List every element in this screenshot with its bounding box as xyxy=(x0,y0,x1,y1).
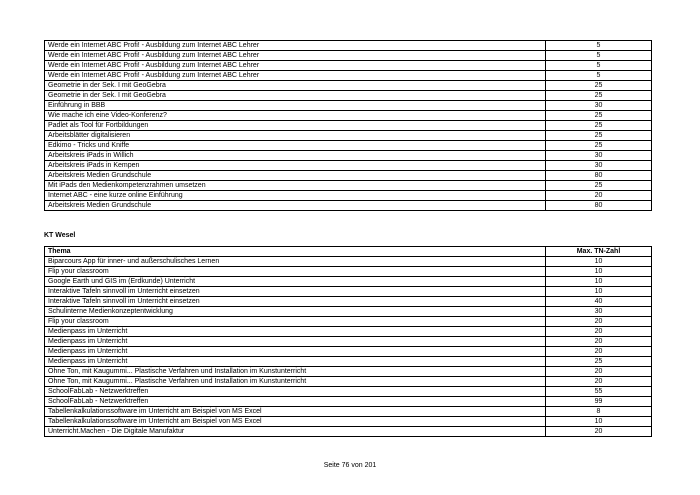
thema-cell: Biparcours App für inner- und außerschulisches Lernen xyxy=(45,257,546,267)
table-row xyxy=(45,151,652,161)
table-row xyxy=(45,257,652,267)
thema-cell: Werde ein Internet ABC Profi! - Ausbildung zum Internet ABC Lehrer xyxy=(45,71,546,81)
tn-zahl-cell: 30 xyxy=(546,101,652,111)
thema-cell: Einführung in BBB xyxy=(45,101,546,111)
thema-cell: Google Earth und GIS im (Erdkunde) Unterricht xyxy=(45,277,546,287)
thema-cell: Arbeitsblätter digitalisieren xyxy=(45,131,546,141)
tn-zahl-cell: 10 xyxy=(546,267,652,277)
thema-cell: Arbeitskreis iPads in Willich xyxy=(45,151,546,161)
tn-zahl-cell: 5 xyxy=(546,41,652,51)
table-row xyxy=(45,81,652,91)
tn-zahl-cell: 20 xyxy=(546,317,652,327)
tn-zahl-cell: 25 xyxy=(546,131,652,141)
table-row xyxy=(45,317,652,327)
thema-cell: Interaktive Tafeln sinnvoll im Unterricht einsetzen xyxy=(45,287,546,297)
table-row xyxy=(45,277,652,287)
table-row xyxy=(45,367,652,377)
thema-cell: Ohne Ton, mit Kaugummi... Plastische Verfahren und Installation im Kunstunterricht xyxy=(45,377,546,387)
thema-cell: Medienpass im Unterricht xyxy=(45,327,546,337)
tn-zahl-cell: 10 xyxy=(546,277,652,287)
tn-zahl-cell: 20 xyxy=(546,191,652,201)
table-row xyxy=(45,427,652,437)
thema-cell: Medienpass im Unterricht xyxy=(45,347,546,357)
tn-zahl-cell: 25 xyxy=(546,91,652,101)
tn-zahl-cell: 10 xyxy=(546,257,652,267)
thema-cell: Internet ABC - eine kurze online Einführung xyxy=(45,191,546,201)
table-row xyxy=(45,111,652,121)
table-row xyxy=(45,191,652,201)
column-header-max-tn-zahl: Max. TN-Zahl xyxy=(546,247,652,257)
tn-zahl-cell: 80 xyxy=(546,171,652,181)
table-row xyxy=(45,201,652,211)
tn-zahl-cell: 20 xyxy=(546,327,652,337)
tn-zahl-cell: 80 xyxy=(546,201,652,211)
tn-zahl-cell: 30 xyxy=(546,307,652,317)
tn-zahl-cell: 20 xyxy=(546,427,652,437)
tn-zahl-cell: 30 xyxy=(546,151,652,161)
tn-zahl-cell: 25 xyxy=(546,181,652,191)
column-header-thema: Thema xyxy=(45,247,546,257)
tn-zahl-cell: 5 xyxy=(546,61,652,71)
table-row xyxy=(45,267,652,277)
tn-zahl-cell: 40 xyxy=(546,297,652,307)
thema-cell: Werde ein Internet ABC Profi! - Ausbildung zum Internet ABC Lehrer xyxy=(45,41,546,51)
table-row xyxy=(45,347,652,357)
thema-cell: Mit iPads den Medienkompetenzrahmen umsetzen xyxy=(45,181,546,191)
section-title: KT Wesel xyxy=(44,232,76,239)
thema-cell: SchoolFabLab - Netzwerktreffen xyxy=(45,387,546,397)
thema-cell: Wie mache ich eine Video-Konferenz? xyxy=(45,111,546,121)
thema-cell: Arbeitskreis iPads in Kempen xyxy=(45,161,546,171)
thema-cell: Arbeitskreis Medien Grundschule xyxy=(45,171,546,181)
table-kt-wesel-body xyxy=(45,257,652,437)
tn-zahl-cell: 25 xyxy=(546,357,652,367)
table-row xyxy=(45,327,652,337)
tn-zahl-cell: 10 xyxy=(546,287,652,297)
thema-cell: Padlet als Tool für Fortbildungen xyxy=(45,121,546,131)
tn-zahl-cell: 20 xyxy=(546,377,652,387)
table-kt-wesel xyxy=(44,246,652,437)
thema-cell: Tabellenkalkulationssoftware im Unterricht am Beispiel von MS Excel xyxy=(45,417,546,427)
thema-cell: Werde ein Internet ABC Profi! - Ausbildung zum Internet ABC Lehrer xyxy=(45,61,546,71)
thema-cell: Geometrie in der Sek. I mit GeoGebra xyxy=(45,81,546,91)
tn-zahl-cell: 10 xyxy=(546,417,652,427)
tn-zahl-cell: 25 xyxy=(546,81,652,91)
table-row xyxy=(45,357,652,367)
table-row xyxy=(45,377,652,387)
thema-cell: Arbeitskreis Medien Grundschule xyxy=(45,201,546,211)
table-row xyxy=(45,337,652,347)
tn-zahl-cell: 8 xyxy=(546,407,652,417)
tn-zahl-cell: 5 xyxy=(546,51,652,61)
thema-cell: Flip your classroom xyxy=(45,267,546,277)
table-header-row xyxy=(45,247,652,257)
tn-zahl-cell: 25 xyxy=(546,121,652,131)
thema-cell: Werde ein Internet ABC Profi! - Ausbildung zum Internet ABC Lehrer xyxy=(45,51,546,61)
tn-zahl-cell: 20 xyxy=(546,347,652,357)
table-row xyxy=(45,397,652,407)
table-row xyxy=(45,141,652,151)
page-footer: Seite 76 von 201 xyxy=(323,462,377,469)
table-row xyxy=(45,161,652,171)
tn-zahl-cell: 20 xyxy=(546,367,652,377)
thema-cell: Unterricht.Machen - Die Digitale Manufaktur xyxy=(45,427,546,437)
tn-zahl-cell: 25 xyxy=(546,111,652,121)
thema-cell: Schulinterne Medienkonzeptentwicklung xyxy=(45,307,546,317)
thema-cell: SchoolFabLab - Netzwerktreffen xyxy=(45,397,546,407)
table-row xyxy=(45,307,652,317)
table-row xyxy=(45,41,652,51)
thema-cell: Medienpass im Unterricht xyxy=(45,337,546,347)
table-row xyxy=(45,287,652,297)
tn-zahl-cell: 5 xyxy=(546,71,652,81)
table-row xyxy=(45,131,652,141)
table-row xyxy=(45,387,652,397)
table-row xyxy=(45,171,652,181)
thema-cell: Tabellenkalkulationssoftware im Unterricht am Beispiel von MS Excel xyxy=(45,407,546,417)
table-row xyxy=(45,297,652,307)
table-row xyxy=(45,121,652,131)
tn-zahl-cell: 30 xyxy=(546,161,652,171)
table-row xyxy=(45,101,652,111)
table-row xyxy=(45,407,652,417)
table-row xyxy=(45,51,652,61)
table-row xyxy=(45,71,652,81)
thema-cell: Edkimo - Tricks und Kniffe xyxy=(45,141,546,151)
thema-cell: Flip your classroom xyxy=(45,317,546,327)
table-row xyxy=(45,181,652,191)
thema-cell: Geometrie in der Sek. I mit GeoGebra xyxy=(45,91,546,101)
tn-zahl-cell: 20 xyxy=(546,337,652,347)
thema-cell: Medienpass im Unterricht xyxy=(45,357,546,367)
table-row xyxy=(45,417,652,427)
tn-zahl-cell: 55 xyxy=(546,387,652,397)
tn-zahl-cell: 99 xyxy=(546,397,652,407)
thema-cell: Ohne Ton, mit Kaugummi... Plastische Verfahren und Installation im Kunstunterricht xyxy=(45,367,546,377)
thema-cell: Interaktive Tafeln sinnvoll im Unterricht einsetzen xyxy=(45,297,546,307)
table-continuation-body xyxy=(45,41,652,211)
table-continuation xyxy=(44,40,652,211)
table-row xyxy=(45,91,652,101)
tn-zahl-cell: 25 xyxy=(546,141,652,151)
table-row xyxy=(45,61,652,71)
